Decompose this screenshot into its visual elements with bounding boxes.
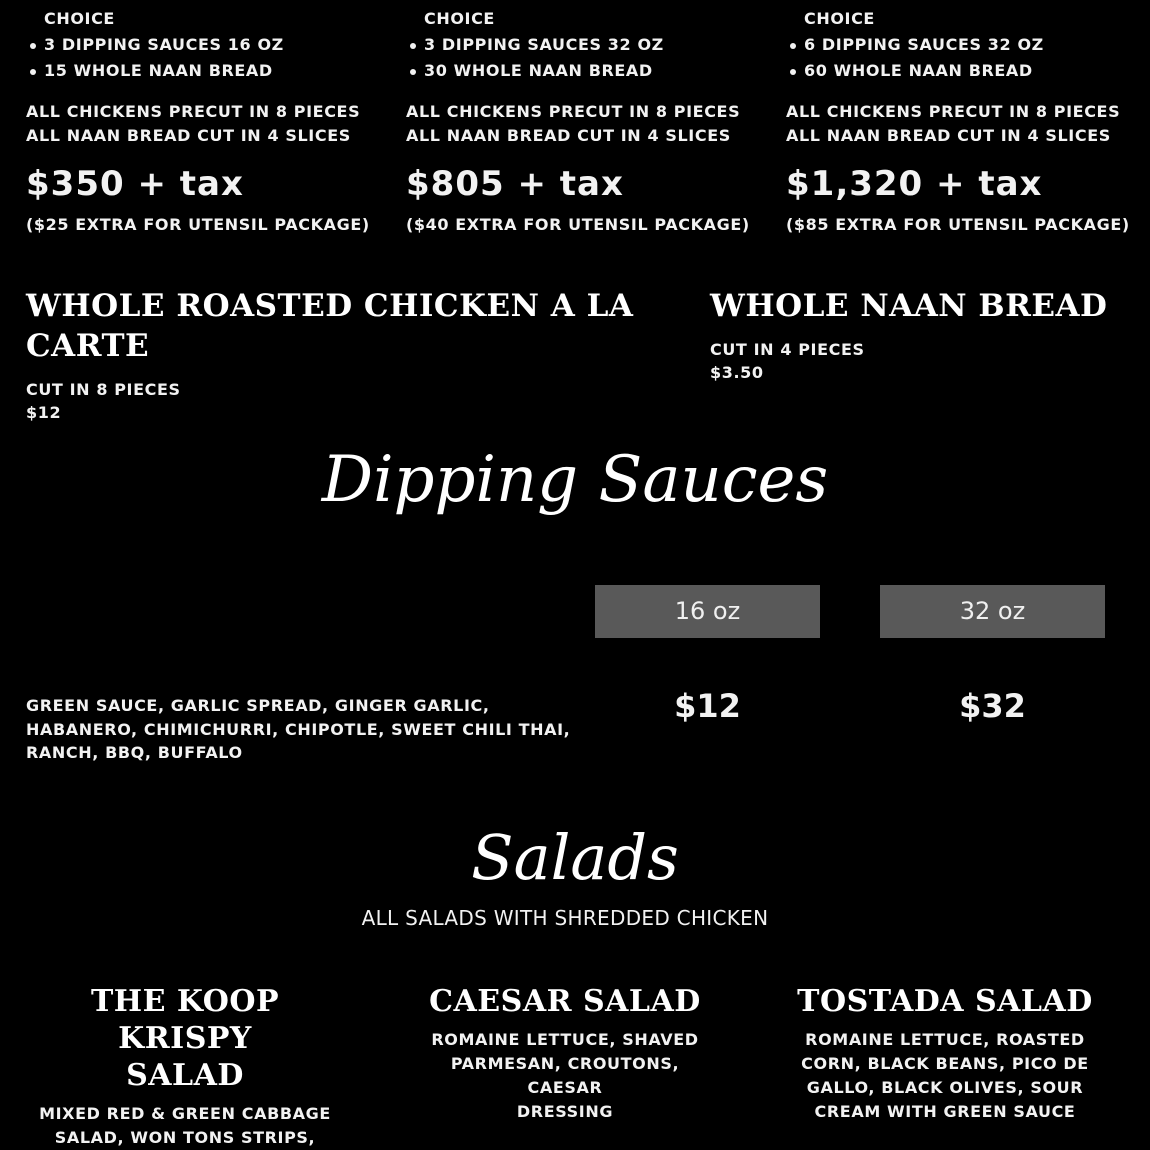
a-la-carte-title: WHOLE ROASTED CHICKEN A LA CARTE: [26, 288, 634, 364]
salad-desc-line: DRESSING: [516, 1102, 614, 1121]
salad-description: [415, 1028, 715, 1124]
salad-description: [795, 1028, 1095, 1124]
sauce-list-line: RANCH, BBQ, BUFFALO: [26, 743, 243, 762]
size-label-16oz: 16 oz: [595, 585, 820, 638]
salad-name: [795, 983, 1095, 1020]
sauce-price-16oz: $12: [674, 687, 741, 725]
salad-desc-line: CREAM WITH GREEN SAUCE: [814, 1102, 1076, 1121]
package-item: CHOICE: [804, 9, 875, 28]
a-la-carte-chicken: [26, 286, 686, 424]
package-note: ALL NAAN BREAD CUT IN 4 SLICES: [406, 126, 731, 145]
salad-koop-krispy: [35, 983, 335, 1150]
salad-desc-line: ROMAINE LETTUCE, ROASTED: [805, 1030, 1085, 1049]
salad-desc-line: SALAD, WON TONS STRIPS,: [54, 1128, 316, 1147]
package-item: 30 WHOLE NAAN BREAD: [424, 58, 766, 84]
package-item: 60 WHOLE NAAN BREAD: [804, 58, 1146, 84]
package-note: ALL CHICKENS PRECUT IN 8 PIECES: [406, 102, 741, 121]
package-notes: [26, 100, 386, 148]
sauce-price-32oz: $32: [959, 687, 1026, 725]
sauce-list-line: HABANERO, CHIMICHURRI, CHIPOTLE, SWEET CHILI THAI,: [26, 719, 571, 739]
salad-name-line: CAESAR SALAD: [429, 984, 701, 1019]
package-column-2: [406, 6, 766, 236]
salads-title: Salads: [471, 821, 679, 894]
package-column-1: [26, 6, 386, 236]
salad-name-line: SALAD: [126, 1058, 244, 1093]
package-price: $1,320 + tax: [786, 164, 1043, 204]
package-notes: [406, 100, 766, 148]
utensil-note: ($85 EXTRA FOR UTENSIL PACKAGE): [786, 215, 1130, 234]
package-item: CHOICE: [424, 9, 495, 28]
a-la-carte-title: WHOLE NAAN BREAD: [710, 288, 1108, 324]
package-item: CHOICE: [44, 9, 115, 28]
a-la-carte-desc: CUT IN 4 PIECES: [710, 340, 865, 359]
sauce-list-line: GREEN SAUCE, GARLIC SPREAD, GINGER GARLIC,: [26, 696, 490, 715]
salad-desc-line: GALLO, BLACK OLIVES, SOUR: [806, 1078, 1084, 1097]
package-item: 6 DIPPING SAUCES 32 OZ: [804, 32, 1146, 58]
package-note: ALL CHICKENS PRECUT IN 8 PIECES: [786, 102, 1121, 121]
package-item: 15 WHOLE NAAN BREAD: [44, 58, 386, 84]
package-item: 3 DIPPING SAUCES 16 OZ: [44, 32, 386, 58]
package-note: ALL CHICKENS PRECUT IN 8 PIECES: [26, 102, 361, 121]
a-la-carte-naan: [710, 286, 1130, 384]
salad-caesar: [415, 983, 715, 1124]
salad-description: [35, 1102, 335, 1150]
salad-tostada: [795, 983, 1095, 1124]
size-label-32oz: 32 oz: [880, 585, 1105, 638]
package-notes: [786, 100, 1146, 148]
package-items: [26, 6, 386, 84]
salad-desc-line: MIXED RED & GREEN CABBAGE: [39, 1104, 331, 1123]
package-items: [786, 6, 1146, 84]
salad-desc-line: ROMAINE LETTUCE, SHAVED: [431, 1030, 699, 1049]
a-la-carte-desc: CUT IN 8 PIECES: [26, 380, 181, 399]
utensil-note: ($40 EXTRA FOR UTENSIL PACKAGE): [406, 215, 750, 234]
dipping-sauces-title: Dipping Sauces: [321, 443, 829, 517]
salads-subtitle: ALL SALADS WITH SHREDDED CHICKEN: [361, 906, 769, 930]
package-item: 3 DIPPING SAUCES 32 OZ: [424, 32, 766, 58]
package-note: ALL NAAN BREAD CUT IN 4 SLICES: [786, 126, 1111, 145]
package-column-3: [786, 6, 1146, 236]
a-la-carte-price: $3.50: [710, 363, 764, 382]
package-note: ALL NAAN BREAD CUT IN 4 SLICES: [26, 126, 351, 145]
package-price: $805 + tax: [406, 164, 624, 204]
utensil-note: ($25 EXTRA FOR UTENSIL PACKAGE): [26, 215, 370, 234]
salad-name: [35, 983, 335, 1094]
salad-desc-line: PARMESAN, CROUTONS, CAESAR: [450, 1054, 680, 1097]
sauce-list: [26, 694, 586, 765]
salad-name-line: THE KOOP KRISPY: [90, 984, 280, 1056]
a-la-carte-price: $12: [26, 403, 62, 422]
salad-desc-line: CORN, BLACK BEANS, PICO DE: [801, 1054, 1089, 1073]
salad-name: [415, 983, 715, 1020]
salad-name-line: TOSTADA SALAD: [797, 984, 1093, 1019]
package-price: $350 + tax: [26, 164, 244, 204]
package-items: [406, 6, 766, 84]
